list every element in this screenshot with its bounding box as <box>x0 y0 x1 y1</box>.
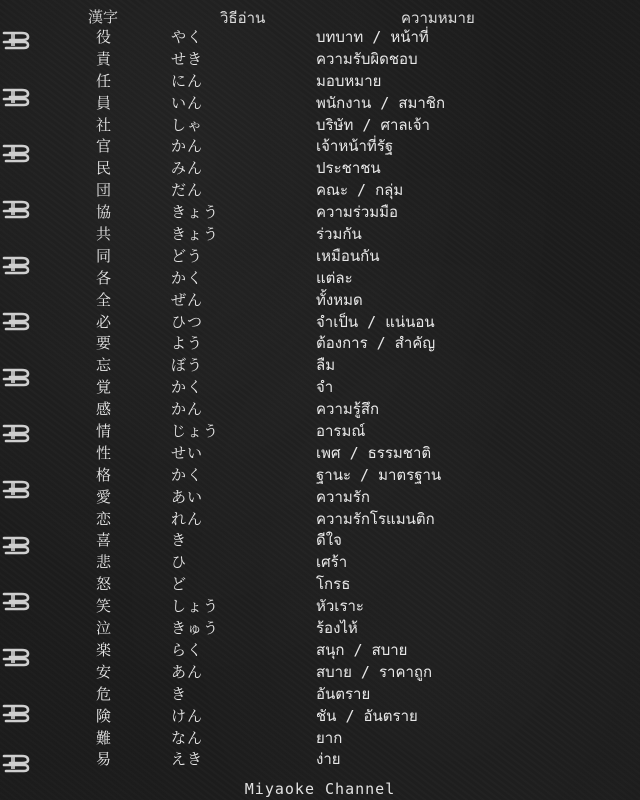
meaning-cell: เจ้าหน้าที่รัฐ <box>316 137 394 156</box>
meaning-cell: ความรู้สึก <box>316 400 380 419</box>
reading-cell: よう <box>171 334 204 353</box>
meaning-cell: จำ <box>316 378 334 397</box>
table-row <box>0 136 640 158</box>
reading-cell: き <box>171 684 188 703</box>
meaning-cell: ความร่วมมือ <box>316 203 399 222</box>
table-row <box>0 662 640 684</box>
meaning-cell: อันตราย <box>316 684 371 703</box>
table-row <box>0 312 640 334</box>
reading-cell: みん <box>171 159 204 178</box>
kanji-cell: 危 <box>96 684 112 703</box>
kanji-cell: 泣 <box>96 619 112 638</box>
kanji-cell: 民 <box>96 159 112 178</box>
reading-cell: かん <box>171 400 204 419</box>
meaning-cell: แต่ละ <box>316 268 353 287</box>
table-row <box>0 224 640 246</box>
meaning-cell: ง่าย <box>316 750 341 769</box>
kanji-cell: 責 <box>96 49 112 68</box>
meaning-cell: สนุก / สบาย <box>316 640 408 659</box>
reading-cell: ど <box>171 575 188 594</box>
meaning-cell: เพศ / ธรรมชาติ <box>316 443 432 462</box>
reading-cell: やく <box>171 28 204 46</box>
meaning-cell: ฐานะ / มาตรฐาน <box>316 465 442 484</box>
kanji-cell: 共 <box>96 225 112 244</box>
kanji-cell: 同 <box>96 246 112 265</box>
table-row <box>0 487 640 509</box>
table-row <box>0 399 640 421</box>
table-row <box>0 684 640 706</box>
table-row <box>0 443 640 465</box>
reading-cell: ひ <box>171 553 188 572</box>
kanji-cell: 悲 <box>96 553 112 572</box>
reading-cell: き <box>171 531 188 550</box>
kanji-cell: 必 <box>96 312 112 331</box>
reading-cell: にん <box>171 71 204 90</box>
table-row <box>0 509 640 531</box>
meaning-cell: จำเป็น / แน่นอน <box>316 312 435 331</box>
table-row <box>0 93 640 115</box>
meaning-cell: พนักงาน / สมาชิก <box>316 93 446 112</box>
table-row <box>0 202 640 224</box>
kanji-cell: 任 <box>96 71 112 90</box>
table-row <box>0 290 640 312</box>
kanji-cell: 感 <box>96 400 112 419</box>
table-row <box>0 158 640 180</box>
reading-cell: ひつ <box>171 312 204 331</box>
table-row <box>0 355 640 377</box>
table-row <box>0 180 640 202</box>
reading-cell: あい <box>171 487 204 506</box>
meaning-cell: ดีใจ <box>316 531 342 550</box>
reading-cell: きゅう <box>171 619 220 638</box>
table-row <box>0 115 640 137</box>
meaning-cell: ประชาชน <box>316 159 381 178</box>
kanji-cell: 団 <box>96 181 112 200</box>
table-row <box>0 640 640 662</box>
table-row <box>0 333 640 355</box>
reading-cell: いん <box>171 93 204 112</box>
table-row <box>0 27 640 49</box>
kanji-cell: 各 <box>96 268 112 287</box>
meaning-cell: อารมณ์ <box>316 422 366 441</box>
kanji-cell: 安 <box>96 662 112 681</box>
reading-cell: あん <box>171 662 204 681</box>
reading-cell: きょう <box>171 225 220 244</box>
kanji-cell: 情 <box>96 422 112 441</box>
kanji-cell: 官 <box>96 137 112 156</box>
reading-cell: どう <box>171 246 204 265</box>
table-row <box>0 377 640 399</box>
kanji-cell: 喜 <box>96 531 112 550</box>
table-row <box>0 618 640 640</box>
meaning-cell: หัวเราะ <box>316 597 364 616</box>
reading-cell: だん <box>171 181 204 200</box>
kanji-cell: 笑 <box>96 597 112 616</box>
reading-cell: えき <box>171 750 204 769</box>
kanji-cell: 忘 <box>96 356 112 375</box>
table-row <box>0 706 640 728</box>
meaning-cell: ความรับผิดชอบ <box>316 49 418 68</box>
table-row <box>0 246 640 268</box>
reading-cell: きょう <box>171 203 220 222</box>
kanji-cell: 格 <box>96 465 112 484</box>
meaning-cell: ร่วมกัน <box>316 225 362 244</box>
reading-cell: れん <box>171 509 204 528</box>
kanji-cell: 役 <box>96 28 112 46</box>
meaning-cell: ยาก <box>316 728 343 747</box>
vocabulary-table <box>0 27 640 771</box>
kanji-cell: 難 <box>96 728 112 747</box>
meaning-cell: โกรธ <box>316 575 351 594</box>
channel-credit: Miyaoke Channel <box>244 780 396 798</box>
table-row <box>0 749 640 771</box>
meaning-cell: ลืม <box>316 356 336 375</box>
header-reading: วิธีอ่าน <box>220 9 266 27</box>
kanji-cell: 楽 <box>96 640 112 659</box>
kanji-cell: 険 <box>96 706 112 725</box>
reading-cell: かく <box>171 378 204 397</box>
table-row <box>0 552 640 574</box>
kanji-cell: 覚 <box>96 378 112 397</box>
reading-cell: せき <box>171 49 204 68</box>
meaning-cell: เหมือนกัน <box>316 246 380 265</box>
meaning-cell: ความรักโรแมนติก <box>316 509 435 528</box>
reading-cell: せい <box>171 443 204 462</box>
meaning-cell: ชัน / อันตราย <box>316 706 418 725</box>
meaning-cell: สบาย / ราคาถูก <box>316 662 433 681</box>
kanji-cell: 要 <box>96 334 112 353</box>
table-row <box>0 49 640 71</box>
table-row <box>0 268 640 290</box>
table-row <box>0 728 640 750</box>
meaning-cell: ร้องไห้ <box>316 619 358 638</box>
table-header <box>0 6 640 28</box>
reading-cell: ぼう <box>171 356 204 375</box>
table-row <box>0 465 640 487</box>
kanji-cell: 員 <box>96 93 112 112</box>
meaning-cell: คณะ / กลุ่ม <box>316 181 404 200</box>
kanji-cell: 恋 <box>96 509 112 528</box>
reading-cell: かく <box>171 465 204 484</box>
kanji-cell: 易 <box>96 750 112 769</box>
meaning-cell: มอบหมาย <box>316 71 382 90</box>
meaning-cell: ต้องการ / สำคัญ <box>316 334 436 353</box>
meaning-cell: เศร้า <box>316 553 348 572</box>
kanji-cell: 愛 <box>96 487 112 506</box>
reading-cell: かく <box>171 268 204 287</box>
kanji-cell: 全 <box>96 290 112 309</box>
reading-cell: しょう <box>171 597 220 616</box>
table-row <box>0 574 640 596</box>
table-row <box>0 421 640 443</box>
header-kanji: 漢字 <box>88 8 119 26</box>
table-row <box>0 596 640 618</box>
kanji-cell: 社 <box>96 115 112 134</box>
meaning-cell: บทบาท / หน้าที่ <box>316 28 429 46</box>
table-row <box>0 530 640 552</box>
header-meaning: ความหมาย <box>401 9 475 27</box>
reading-cell: ぜん <box>171 290 204 309</box>
kanji-cell: 性 <box>96 443 112 462</box>
kanji-cell: 怒 <box>96 575 112 594</box>
meaning-cell: ทั้งหมด <box>316 290 363 309</box>
reading-cell: けん <box>171 706 204 725</box>
meaning-cell: บริษัท / ศาลเจ้า <box>316 115 430 134</box>
reading-cell: らく <box>171 640 204 659</box>
reading-cell: かん <box>171 137 204 156</box>
kanji-cell: 協 <box>96 203 112 222</box>
reading-cell: じょう <box>171 422 220 441</box>
table-row <box>0 71 640 93</box>
meaning-cell: ความรัก <box>316 487 370 506</box>
reading-cell: しゃ <box>171 115 204 134</box>
reading-cell: なん <box>171 728 204 747</box>
